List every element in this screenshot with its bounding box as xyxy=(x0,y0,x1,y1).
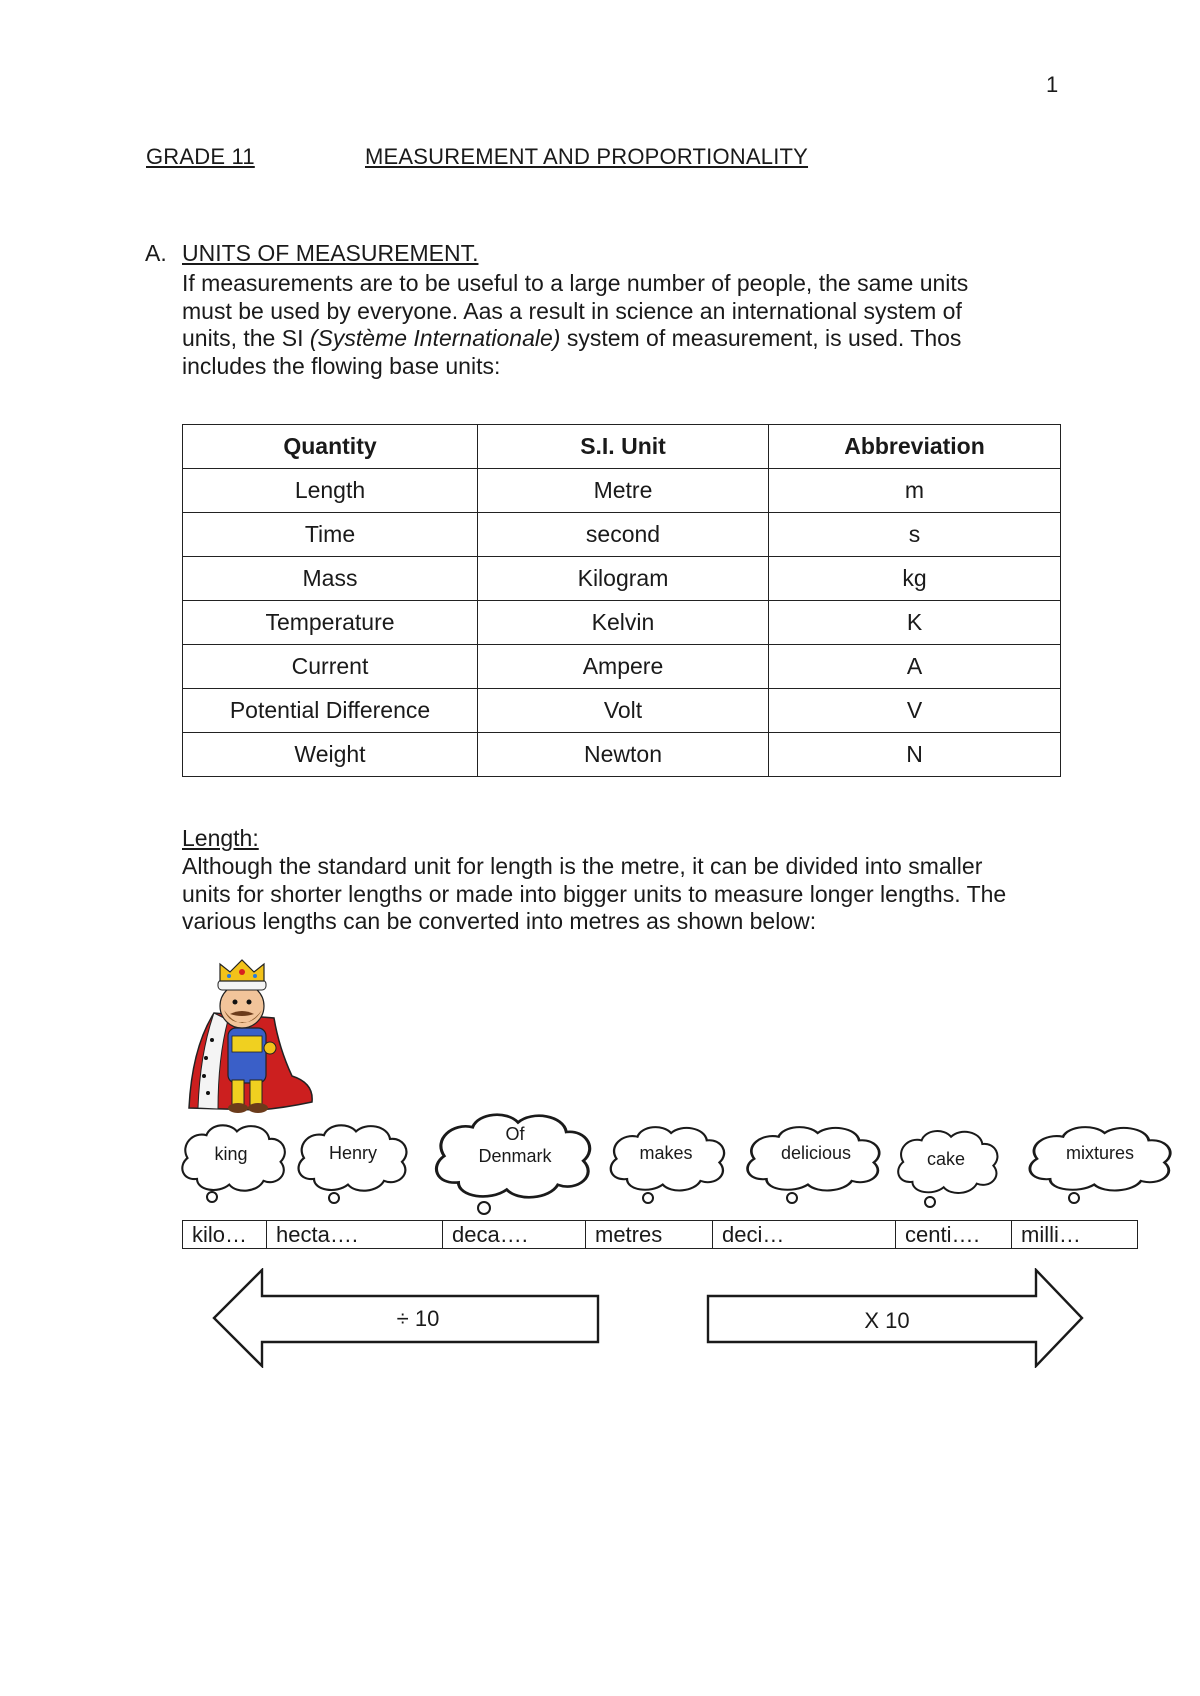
table-cell: Metre xyxy=(478,469,769,513)
prefix-centi: centi…. xyxy=(896,1221,1012,1248)
intro-text: system of measurement, is used. Thos xyxy=(560,325,962,351)
table-row xyxy=(183,601,1061,645)
cloud-delicious xyxy=(748,1127,880,1203)
table-row xyxy=(183,513,1061,557)
intro-paragraph xyxy=(182,270,1022,380)
cloud-label-cake: cake xyxy=(926,1149,966,1169)
table-cell: kg xyxy=(769,557,1061,601)
table-row xyxy=(183,645,1061,689)
cloud-label-delicious: delicious xyxy=(780,1143,852,1163)
si-italic-text: (Système Internationale) xyxy=(309,325,561,351)
length-paragraph xyxy=(182,853,1082,936)
table-cell: K xyxy=(769,601,1061,645)
intro-text: units, the SI xyxy=(182,325,310,351)
table-row xyxy=(183,689,1061,733)
table-row xyxy=(183,557,1061,601)
multiply-label: X 10 xyxy=(864,1308,910,1333)
king-illustration xyxy=(184,958,318,1118)
table-cell: Current xyxy=(183,645,478,689)
prefix-ladder xyxy=(182,1220,1138,1249)
table-cell: Kelvin xyxy=(478,601,769,645)
table-cell: Ampere xyxy=(478,645,769,689)
intro-line: If measurements are to be useful to a large number of people, the same units xyxy=(182,270,969,296)
prefix-milli: milli… xyxy=(1021,1222,1081,1247)
table-header-row xyxy=(183,425,1061,469)
table-cell: s xyxy=(769,513,1061,557)
units-table xyxy=(182,424,1061,777)
table-cell: Potential Difference xyxy=(183,689,478,733)
intro-line: includes the flowing base units: xyxy=(182,352,501,379)
cloud-mixtures xyxy=(1030,1127,1170,1203)
length-line: various lengths can be converted into metres as shown below: xyxy=(182,908,817,934)
mnemonic-clouds xyxy=(178,1108,1196,1220)
table-row xyxy=(183,733,1061,777)
cloud-label-henry: Henry xyxy=(328,1143,377,1163)
prefix-kilo: kilo… xyxy=(183,1221,267,1248)
table-cell: m xyxy=(769,469,1061,513)
prefix-hecta: hecta…. xyxy=(267,1221,443,1248)
cloud-label-mixtures: mixtures xyxy=(1065,1143,1134,1163)
document-title: MEASUREMENT AND PROPORTIONALITY xyxy=(365,144,809,169)
prefix-metres: metres xyxy=(586,1221,713,1248)
cloud-label-line: Of xyxy=(505,1124,525,1144)
table-cell: V xyxy=(769,689,1061,733)
grade-label: GRADE 11 xyxy=(146,144,255,169)
length-line: units for shorter lengths or made into bigger units to measure longer lengths. The xyxy=(182,880,1007,907)
cloud-henry xyxy=(299,1125,407,1203)
header-quantity: Quantity xyxy=(183,425,478,469)
cloud-label-king: king xyxy=(214,1144,248,1164)
table-row xyxy=(183,469,1061,513)
table-cell: Length xyxy=(183,469,478,513)
table-cell: Temperature xyxy=(183,601,478,645)
header-abbreviation: Abbreviation xyxy=(769,425,1061,469)
prefix-deci: deci… xyxy=(713,1221,896,1248)
table-cell: Mass xyxy=(183,557,478,601)
table-cell: Time xyxy=(183,513,478,557)
table-cell: second xyxy=(478,513,769,557)
table-cell: Newton xyxy=(478,733,769,777)
cloud-label-of-denmark xyxy=(458,1123,572,1167)
section-letter: A. xyxy=(145,240,167,266)
table-cell: Kilogram xyxy=(478,557,769,601)
table-cell: Weight xyxy=(183,733,478,777)
length-line: Although the standard unit for length is the metre, it can be divided into smaller xyxy=(182,853,983,879)
intro-line: must be used by everyone. Aas a result in science an international system of xyxy=(182,297,962,324)
intro-line xyxy=(182,325,1022,353)
page-number: 1 xyxy=(1046,72,1059,97)
header-si-unit: S.I. Unit xyxy=(478,425,769,469)
table-cell: N xyxy=(769,733,1061,777)
table-cell: A xyxy=(769,645,1061,689)
cloud-makes xyxy=(611,1127,724,1203)
divide-label: ÷ 10 xyxy=(396,1306,440,1331)
section-heading: UNITS OF MEASUREMENT. xyxy=(182,240,479,266)
cloud-label-makes: makes xyxy=(639,1143,693,1163)
cloud-label-line: Denmark xyxy=(478,1146,552,1166)
table-cell: Volt xyxy=(478,689,769,733)
length-heading: Length: xyxy=(182,825,259,851)
prefix-deca: deca…. xyxy=(443,1221,586,1248)
